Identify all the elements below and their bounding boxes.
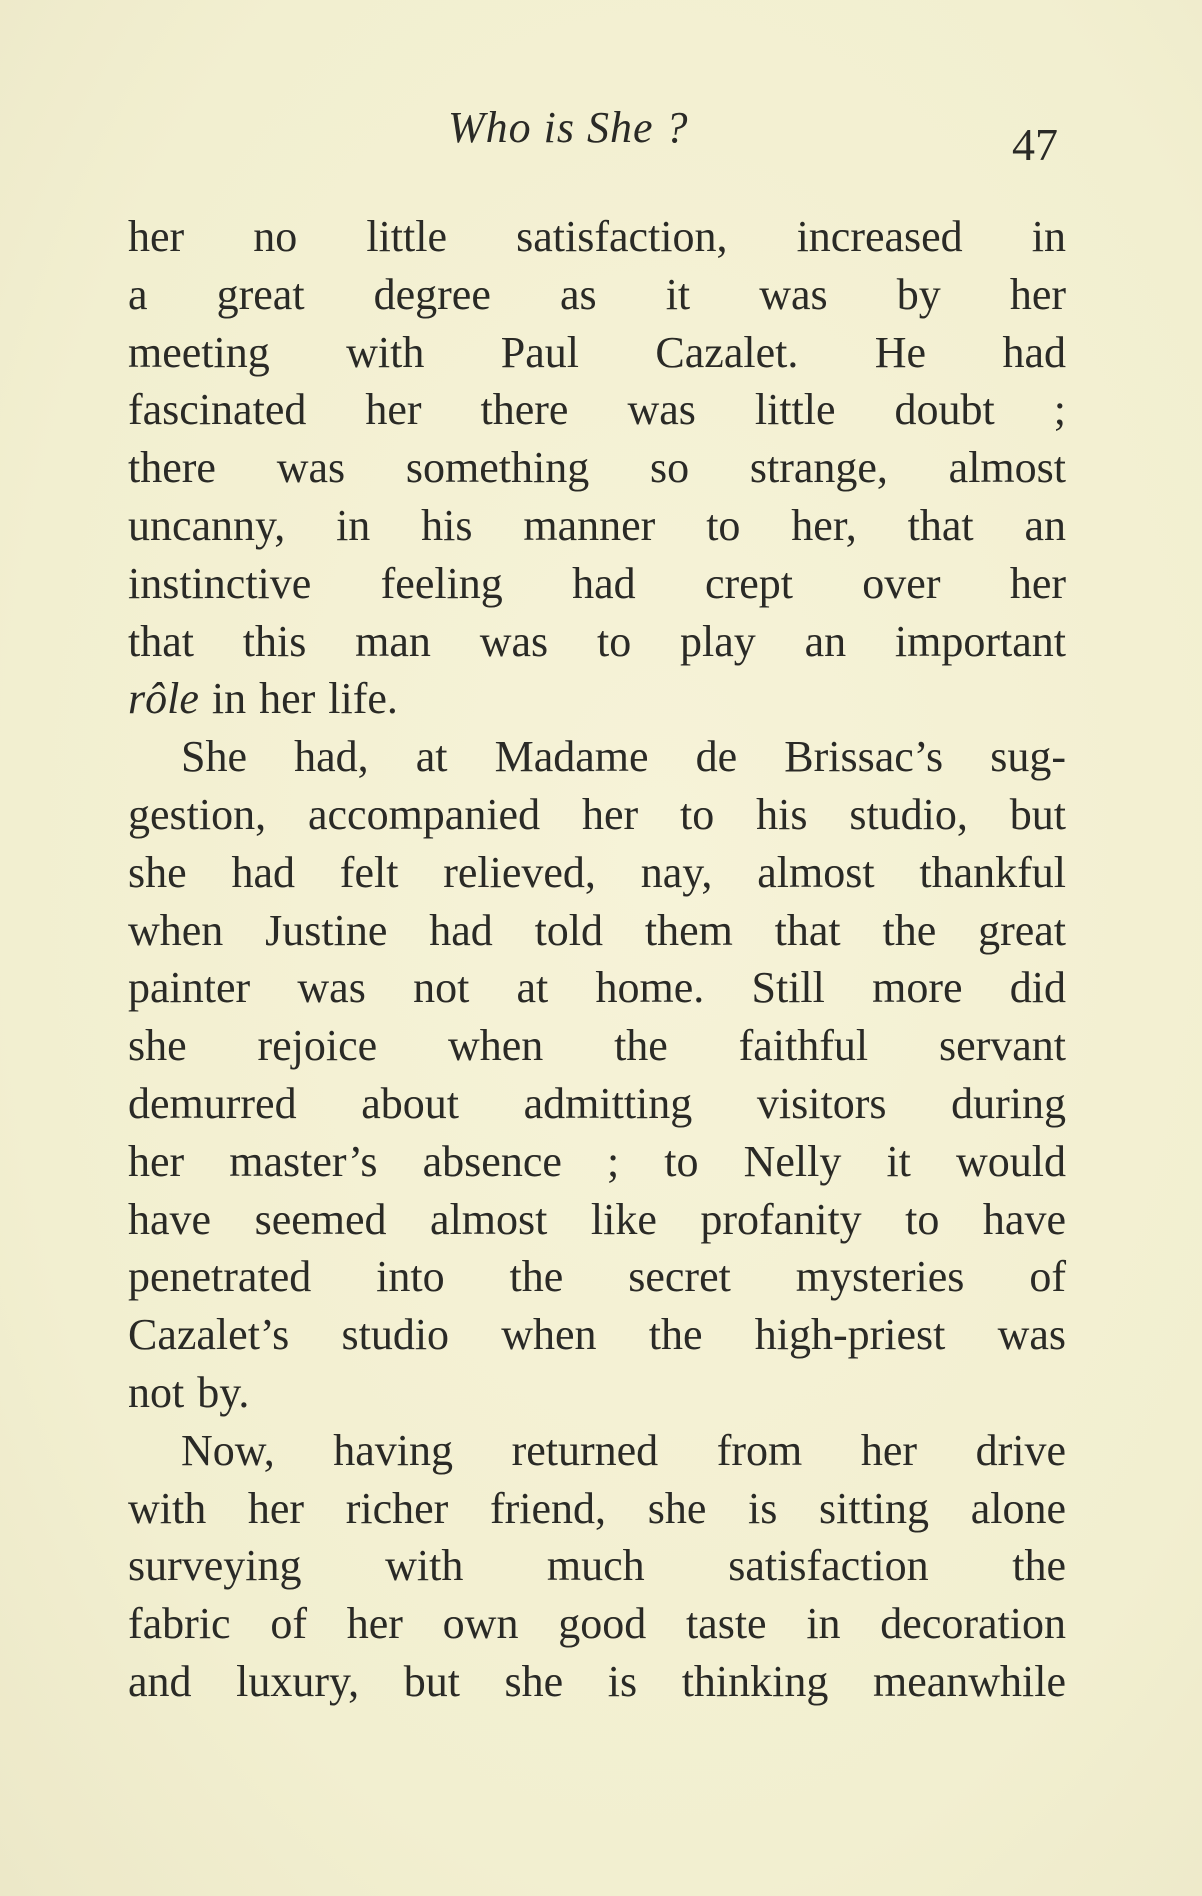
text-line: penetrated into the secret mysteries of <box>128 1252 1066 1302</box>
text-line: she rejoice when the faithful servant <box>128 1021 1066 1071</box>
text-line: gestion, accompanied her to his studio, but <box>128 789 1066 839</box>
text-line: with her richer friend, she is sitting alone <box>128 1483 1066 1533</box>
text-line: Now, having returned from her drive <box>181 1425 1066 1475</box>
text-line: surveying with much satisfaction the <box>128 1541 1066 1591</box>
text-line: instinctive feeling had crept over her <box>128 558 1066 608</box>
text-line: have seemed almost like profanity to have <box>128 1194 1066 1244</box>
text-line: fabric of her own good taste in decoration <box>128 1599 1066 1649</box>
text-line: painter was not at home. Still more did <box>128 963 1066 1013</box>
text-line: a great degree as it was by her <box>128 269 1066 319</box>
text-line: fascinated her there was little doubt ; <box>128 385 1066 435</box>
running-title: Who is She ? <box>448 103 689 152</box>
text-line: that this man was to play an important <box>128 616 1066 666</box>
text-line: She had, at Madame de Brissac’s sug- <box>181 732 1066 782</box>
text-line: and luxury, but she is thinking meanwhile <box>128 1656 1066 1706</box>
italic-word: rôle <box>128 674 199 724</box>
text-line: when Justine had told them that the great <box>128 905 1066 955</box>
text-line: her master’s absence ; to Nelly it would <box>128 1136 1066 1186</box>
body-text <box>128 208 1066 1711</box>
text-line: not by. <box>128 1367 250 1417</box>
text-line: she had felt relieved, nay, almost thankful <box>128 847 1066 897</box>
text-line: her no little satisfaction, increased in <box>128 212 1066 261</box>
text-line: there was something so strange, almost <box>128 443 1066 493</box>
page-number: 47 <box>1012 119 1058 170</box>
text-line: rôle in her life. <box>128 674 398 724</box>
text-line: Cazalet’s studio when the high-priest was <box>128 1310 1066 1360</box>
text-line: meeting with Paul Cazalet. He had <box>128 327 1066 377</box>
text-line: uncanny, in his manner to her, that an <box>128 500 1066 550</box>
text-line: demurred about admitting visitors during <box>128 1078 1066 1128</box>
